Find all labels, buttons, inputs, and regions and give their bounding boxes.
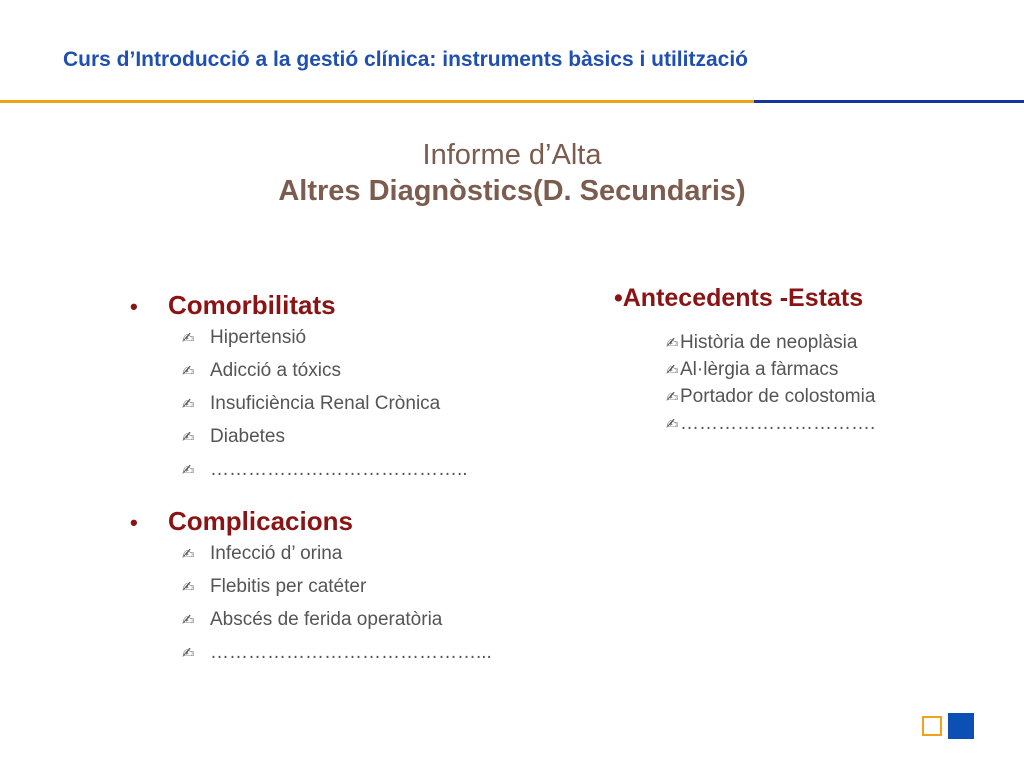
list-item xyxy=(182,453,492,486)
list-item xyxy=(182,603,492,636)
header-rule-orange xyxy=(0,100,754,103)
section-heading xyxy=(130,506,492,537)
list-item xyxy=(182,387,492,420)
comorbilitats-list xyxy=(182,321,492,486)
section-complicacions xyxy=(130,506,492,669)
list-item-label: Diabetes xyxy=(210,425,285,447)
list-item xyxy=(666,356,875,383)
slide-title-line1: Informe d’Alta xyxy=(422,139,602,171)
list-item-label: ………………………………….. xyxy=(210,458,468,480)
writing-hand-icon: ✍ xyxy=(666,414,679,433)
section-heading xyxy=(130,290,492,321)
section-heading-label: Comorbilitats xyxy=(168,290,336,320)
section-heading-label: Complicacions xyxy=(168,506,353,536)
list-item xyxy=(182,321,492,354)
list-item xyxy=(666,383,875,410)
writing-hand-icon: ✍ xyxy=(182,361,195,380)
writing-hand-icon: ✍ xyxy=(182,610,195,629)
section-heading-label: •Antecedents -Estats xyxy=(614,284,864,312)
list-item-label: Hipertensió xyxy=(210,326,307,348)
blue-square-icon xyxy=(948,713,974,739)
slide-title-line2: Altres Diagnòstics(D. Secundaris) xyxy=(278,175,746,207)
list-item xyxy=(666,410,875,437)
section-comorbilitats xyxy=(130,290,492,486)
writing-hand-icon: ✍ xyxy=(182,427,195,446)
writing-hand-icon: ✍ xyxy=(182,460,195,479)
bullet-icon: • xyxy=(130,510,138,535)
list-item-label: Abscés de ferida operatòria xyxy=(210,608,443,630)
writing-hand-icon: ✍ xyxy=(182,328,195,347)
writing-hand-icon: ✍ xyxy=(182,577,195,596)
writing-hand-icon: ✍ xyxy=(666,360,679,379)
list-item-label: Al·lèrgia a fàrmacs xyxy=(680,358,839,380)
right-column xyxy=(614,284,875,437)
list-item-label: Infecció d’ orina xyxy=(210,542,343,564)
writing-hand-icon: ✍ xyxy=(182,643,195,662)
list-item xyxy=(666,329,875,356)
list-item xyxy=(182,537,492,570)
list-item-label: Flebitis per catéter xyxy=(210,575,367,597)
list-item-label: …………………………. xyxy=(680,412,876,434)
writing-hand-icon: ✍ xyxy=(182,394,195,413)
left-column xyxy=(130,290,492,669)
writing-hand-icon: ✍ xyxy=(666,387,679,406)
bullet-icon: • xyxy=(130,294,138,319)
list-item xyxy=(182,636,492,669)
corner-logo xyxy=(922,716,974,739)
list-item-label: Història de neoplàsia xyxy=(680,331,858,353)
complicacions-list xyxy=(182,537,492,669)
antecedents-list xyxy=(666,329,875,437)
course-title: Curs d’Introducció a la gestió clínica: instruments bàsics i utilització xyxy=(63,48,748,71)
list-item-label: ……………………………………... xyxy=(210,641,492,663)
orange-square-outline-icon xyxy=(922,716,942,736)
list-item xyxy=(182,354,492,387)
list-item xyxy=(182,570,492,603)
list-item-label: Adicció a tóxics xyxy=(210,359,341,381)
writing-hand-icon: ✍ xyxy=(666,333,679,352)
writing-hand-icon: ✍ xyxy=(182,544,195,563)
list-item-label: Insuficiència Renal Crònica xyxy=(210,392,441,414)
header-rule-blue xyxy=(754,100,1024,103)
section-heading-antecedents xyxy=(614,284,875,313)
list-item xyxy=(182,420,492,453)
slide-title xyxy=(0,138,1024,210)
list-item-label: Portador de colostomia xyxy=(680,385,876,407)
